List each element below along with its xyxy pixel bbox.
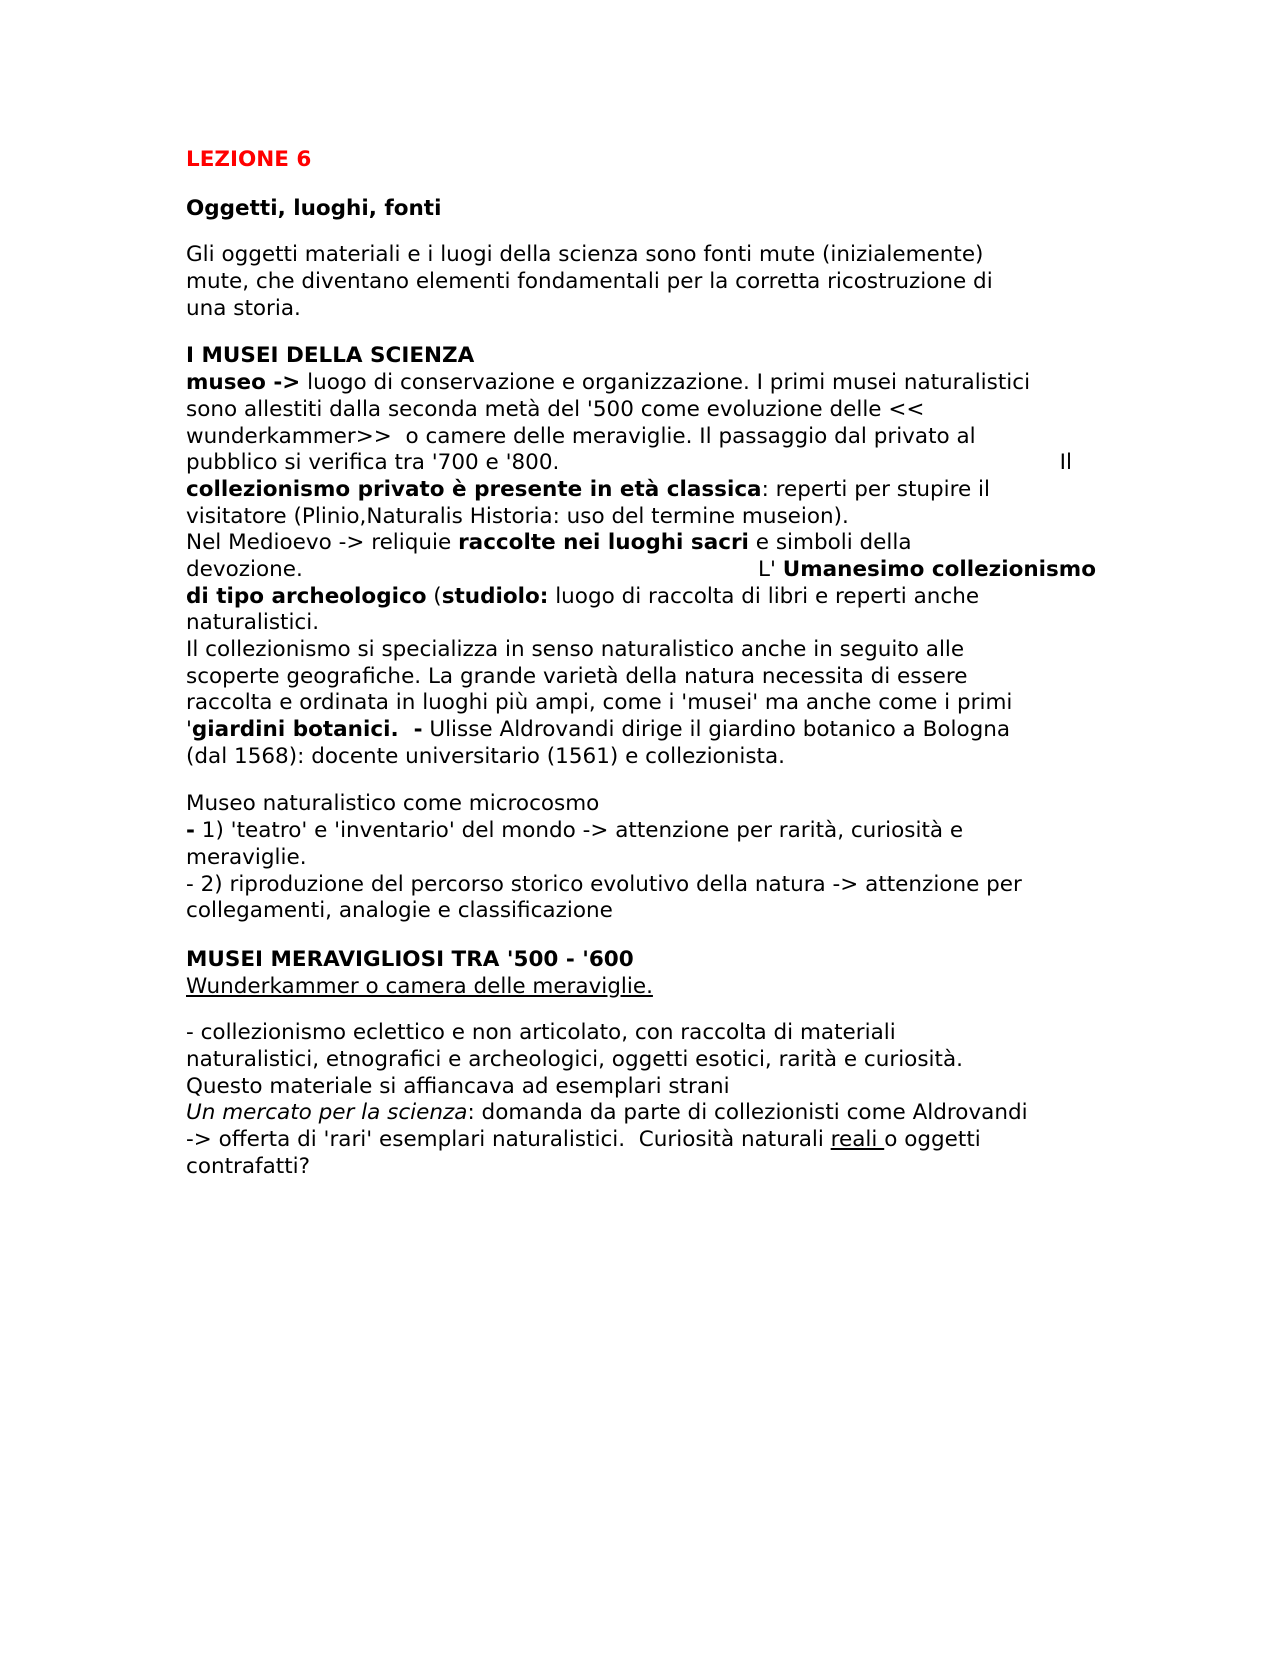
lesson-title: LEZIONE 6 bbox=[186, 147, 312, 172]
text-span: 1) 'teatro' e 'inventario' del mondo -> attenzione per rarità, curiosità e bbox=[194, 818, 964, 844]
document-page bbox=[186, 147, 1096, 1180]
text-span: devozione. bbox=[186, 556, 303, 582]
text-line: visitatore (Plinio,Naturalis Historia: uso del termine museion). bbox=[186, 503, 849, 529]
text-line: Il collezionismo si specializza in senso naturalistico anche in seguito alle bbox=[186, 637, 965, 662]
text-span: Il bbox=[1059, 450, 1072, 476]
text-line: Questo materiale si affiancava ad esemplari strani bbox=[186, 1073, 730, 1099]
text-line bbox=[186, 1127, 1096, 1154]
text-line: una storia. bbox=[186, 295, 301, 321]
text-span: ' bbox=[186, 717, 192, 743]
text-span: e simboli della bbox=[748, 530, 912, 556]
text-line: (dal 1568): docente universitario (1561) e collezionista. bbox=[186, 743, 785, 769]
text-line bbox=[186, 1100, 1096, 1127]
microcosmo-paragraph bbox=[186, 791, 1096, 924]
text-span: Ulisse Aldrovandi dirige il giardino botanico a Bologna bbox=[422, 717, 1011, 743]
text-span: ( bbox=[426, 583, 442, 609]
bold-term: - bbox=[186, 818, 195, 844]
text-line: - 2) riproduzione del percorso storico evolutivo della natura -> attenzione per bbox=[186, 871, 1022, 897]
bold-term: studiolo: bbox=[441, 583, 549, 609]
text-span: pubblico si verifica tra '700 e '800. bbox=[186, 450, 560, 476]
text-line: naturalistici, etnografici e archeologici, oggetti esotici, rarità e curiosità. bbox=[186, 1046, 963, 1072]
text-span: L' bbox=[758, 556, 783, 582]
text-line bbox=[186, 450, 1096, 477]
text-line bbox=[186, 557, 1096, 584]
section-heading: MUSEI MERAVIGLIOSI TRA '500 - '600 bbox=[186, 946, 634, 972]
musei-section bbox=[186, 343, 1096, 770]
meravigliosi-section bbox=[186, 947, 1096, 1000]
section-heading: I MUSEI DELLA SCIENZA bbox=[186, 343, 475, 369]
text-line bbox=[186, 584, 1096, 611]
section-subheading: Wunderkammer o camera delle meraviglie. bbox=[186, 973, 653, 999]
text-span: Nel Medioevo -> reliquie bbox=[186, 530, 459, 556]
text-line: meraviglie. bbox=[186, 844, 307, 870]
text-line: Gli oggetti materiali e i luogi della scienza sono fonti mute (inizialemente) bbox=[186, 242, 984, 268]
text-line: Museo naturalistico come microcosmo bbox=[186, 791, 600, 817]
text-line bbox=[186, 530, 1096, 557]
italic-term: Un mercato per la scienza bbox=[186, 1100, 468, 1126]
bold-term: collezionismo privato è presente in età classica bbox=[186, 476, 762, 502]
eclettico-paragraph bbox=[186, 1020, 1096, 1180]
section-title: Oggetti, luoghi, fonti bbox=[186, 195, 442, 221]
text-line bbox=[186, 477, 1096, 504]
text-line: mute, che diventano elementi fondamentali per la corretta ricostruzione di bbox=[186, 269, 993, 295]
text-line: scoperte geografiche. La grande varietà della natura necessita di essere bbox=[186, 663, 968, 689]
text-span: : reperti per stupire il bbox=[761, 476, 991, 502]
intro-paragraph bbox=[186, 242, 1096, 322]
text-line bbox=[186, 818, 1096, 845]
text-span: luogo di raccolta di libri e reperti anche bbox=[548, 583, 980, 609]
text-span: o oggetti bbox=[884, 1127, 981, 1152]
text-line: wunderkammer>> o camere delle meraviglie. Il passaggio dal privato al bbox=[186, 423, 976, 449]
bold-term: di tipo archeologico bbox=[186, 583, 427, 609]
bold-term: raccolte nei luoghi sacri bbox=[458, 530, 749, 556]
text-line: - collezionismo eclettico e non articolato, con raccolta di materiali bbox=[186, 1020, 896, 1046]
bold-term: Umanesimo collezionismo bbox=[782, 556, 1096, 582]
text-line: naturalistici. bbox=[186, 610, 320, 636]
text-line: raccolta e ordinata in luoghi più ampi, come i 'musei' ma anche come i primi bbox=[186, 690, 1013, 716]
text-line: sono allestiti dalla seconda metà del '500 come evoluzione delle << bbox=[186, 396, 925, 422]
underlined-term: reali bbox=[830, 1127, 885, 1152]
text-line: collegamenti, analogie e classificazione bbox=[186, 898, 613, 924]
text-line bbox=[186, 717, 1096, 744]
text-span: -> offerta di 'rari' esemplari naturalistici. Curiosità naturali bbox=[186, 1127, 831, 1152]
text-span: luogo di conservazione e organizzazione. I primi musei naturalistici bbox=[300, 370, 1031, 396]
text-line bbox=[186, 370, 1096, 397]
text-line: contrafatti? bbox=[186, 1153, 311, 1179]
bold-term: museo -> bbox=[186, 370, 301, 396]
text-span bbox=[758, 557, 1096, 584]
bold-term: giardini botanici. - bbox=[191, 717, 423, 743]
text-span: : domanda da parte di collezionisti come Aldrovandi bbox=[467, 1100, 1028, 1126]
